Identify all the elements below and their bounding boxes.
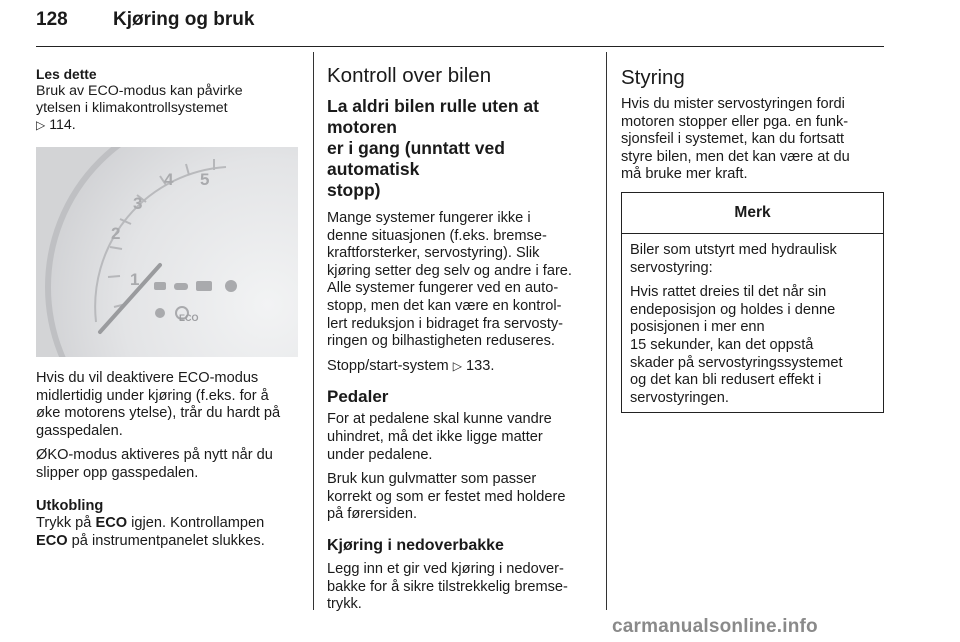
gauge-number: 1 (130, 270, 140, 289)
body-line: på førersiden. (327, 506, 418, 523)
gauge-number: 3 (133, 194, 143, 213)
body-line: uhindret, må det ikke ligge matter (327, 428, 543, 445)
section-heading: Kontroll over bilen (327, 64, 492, 87)
gauge-eco-label: ECO (179, 313, 199, 323)
eco-term: ECO (95, 515, 128, 532)
gauge-number: 5 (200, 170, 210, 189)
body-line: sjonsfeil i systemet, kan du fortsatt (621, 131, 845, 148)
note-line: endeposisjon og holdes i denne (630, 301, 836, 318)
ref-arrow-icon: ▷ (36, 118, 46, 132)
column-3 (621, 66, 885, 184)
header-rule (36, 46, 884, 47)
body-line: bakke for å sikre tilstrekkelig bremse- (327, 578, 568, 595)
gauge-illustration (36, 147, 298, 357)
ref-page[interactable]: 133. (466, 357, 495, 374)
body-line: Legg inn et gir ved kjøring i nedover- (327, 560, 564, 577)
eco-gauge-image (36, 147, 298, 357)
note-line: 15 sekunder, kan det oppstå (630, 336, 814, 353)
watermark: carmanualsonline.info (612, 616, 818, 637)
column-divider-2 (606, 52, 607, 610)
body-line (36, 515, 308, 533)
section-subheading: Utkobling (36, 497, 104, 514)
text-span: på instrumentpanelet slukkes. (67, 532, 265, 549)
body-line: øke motorens ytelse), trår du hardt på (36, 405, 281, 422)
note-line: Biler som utstyrt med hydraulisk (630, 242, 837, 258)
body-line (36, 533, 308, 551)
page-number: 128 (36, 9, 68, 30)
body-line: lert reduksjon i bidraget fra servosty- (327, 315, 564, 332)
body-line: stopp, men det kan være en kontrol- (327, 297, 562, 314)
body-line: ØKO-modus aktiveres på nytt når du (36, 447, 273, 464)
body-line: motoren stopper eller pga. en funk- (621, 113, 849, 130)
body-line: Hvis du mister servostyringen fordi (621, 96, 845, 112)
column-1-lower (36, 370, 308, 550)
notice-line: Bruk av ECO-modus kan påvirke (36, 83, 243, 99)
column-2 (327, 64, 595, 614)
body-line: For at pedalene skal kunne vandre (327, 411, 552, 428)
note-line: Hvis rattet dreies til det når sin (630, 284, 827, 301)
text-span: igjen. Kontrollampen (127, 515, 265, 532)
body-line: korrekt og som er festet med holdere (327, 488, 566, 505)
body-line: Alle systemer fungerer ved en auto- (327, 280, 559, 297)
body-line: slipper opp gasspedalen. (36, 464, 199, 481)
section-heading: Styring (621, 66, 685, 89)
note-line: og det kan bli redusert effekt i (630, 372, 822, 389)
note-line: skader på servostyringssystemet (630, 354, 843, 371)
warning-subheading: er i gang (unntatt ved automatisk (327, 138, 505, 179)
note-box (621, 192, 884, 413)
notice-ref-line (36, 117, 304, 134)
ref-arrow-icon: ▷ (452, 358, 462, 373)
body-line: Bruk kun gulvmatter som passer (327, 471, 537, 488)
section-heading: Pedaler (327, 387, 389, 407)
body-line: trykk. (327, 596, 362, 613)
page-title: Kjøring og bruk (113, 9, 255, 30)
body-line: midlertidig under kjøring (f.eks. for å (36, 387, 269, 404)
note-line: servostyring: (630, 259, 713, 276)
body-line: gasspedalen. (36, 422, 123, 439)
body-line: kjøring setter deg selv og andre i fare. (327, 262, 572, 279)
body-line: denne situasjonen (f.eks. bremse- (327, 227, 547, 244)
notice-line: ytelsen i klimakontrollsystemet (36, 100, 228, 116)
body-line: under pedalene. (327, 446, 433, 463)
note-body (622, 234, 883, 407)
note-line: posisjonen i mer enn (630, 319, 765, 336)
body-line: Mange systemer fungerer ikke i (327, 210, 531, 226)
gauge-number: 4 (164, 170, 174, 189)
column-divider-1 (313, 52, 314, 610)
body-line: styre bilen, men det kan være at du (621, 148, 850, 165)
cross-reference (327, 358, 595, 376)
note-line: servostyringen. (630, 389, 729, 406)
body-line: ringen og bilhastigheten reduseres. (327, 333, 555, 350)
section-heading: Kjøring i nedoverbakke (327, 536, 504, 554)
text-span: Trykk på (36, 515, 96, 532)
column-1 (36, 67, 304, 134)
note-title: Merk (622, 193, 883, 234)
warning-subheading: La aldri bilen rulle uten at motoren (327, 96, 539, 137)
notice-title: Les dette (36, 67, 97, 82)
notice-ref[interactable]: 114. (49, 117, 76, 133)
warning-subheading: stopp) (327, 180, 381, 200)
eco-term: ECO (36, 532, 68, 549)
gauge-number: 2 (111, 224, 121, 243)
body-line: Hvis du vil deaktivere ECO-modus (36, 370, 259, 386)
body-line: kraftforsterker, servostyring). Slik (327, 245, 540, 262)
text-span: Stopp/start-system (327, 357, 449, 374)
body-line: må bruke mer kraft. (621, 166, 748, 183)
